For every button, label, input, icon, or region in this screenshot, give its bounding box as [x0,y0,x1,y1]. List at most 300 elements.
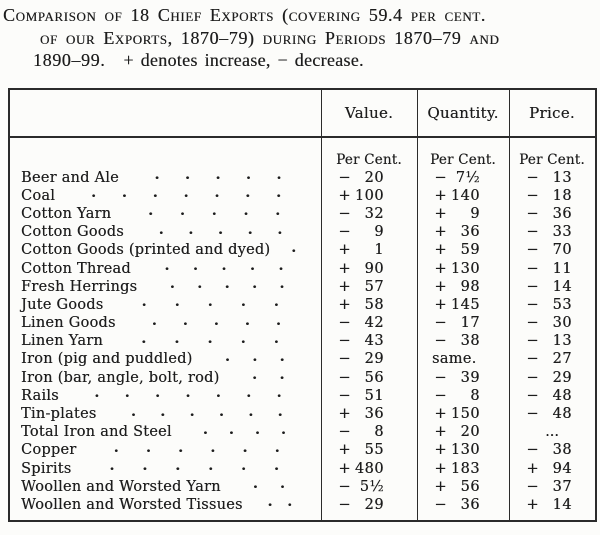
value-cell [321,350,417,368]
dot-leader [103,295,321,311]
leader-dot: . [175,459,181,475]
price-cell-text: ... [545,424,559,441]
price-cell [509,187,595,205]
value-cell [321,223,417,241]
quantity-cell [417,405,509,423]
leader-dot: . [240,295,246,311]
value-cell [321,296,417,314]
leader-dot: . [91,186,96,202]
leader-dot: . [215,168,221,184]
dot-leader [76,441,321,456]
title-line-1: Comparison of 18 Chief Exports (covering 59.4 per cent. [3,5,486,25]
quantity-cell [417,369,509,387]
row-label: Beer and Ale [21,169,119,186]
price-cell-number: 37 [552,478,572,495]
quantity-cell-sign: + [434,296,447,313]
leader-dot: . [154,168,160,184]
price-cell-number: 14 [552,278,572,295]
value-cell [321,460,417,478]
leader-dot: . [280,423,286,438]
value-cell-sign: − [338,351,351,368]
value-cell-number: 55 [364,442,384,459]
leader-dot: . [141,332,147,347]
price-cell [509,460,595,478]
leader-dot: . [192,259,198,275]
value-cell-sign: + [338,260,351,277]
leader-dot: . [207,332,213,347]
price-cell-sign: − [526,406,539,423]
row-label-cell [10,441,321,459]
price-cell-number: 29 [552,369,572,386]
leader-dot: . [218,404,224,420]
quantity-cell-sign: + [434,205,447,222]
price-cell [509,441,595,459]
quantity-cell [417,223,509,241]
dot-leader [137,277,321,293]
row-label: Cotton Goods [21,224,124,241]
row-label: Jute Goods [21,296,104,313]
row-label-cell [10,259,321,277]
dot-leader [119,168,321,184]
quantity-cell [417,296,509,314]
column-separator-2 [417,90,418,520]
dot-leader [131,259,321,275]
price-cell-number: 48 [552,387,572,404]
column-header-price: Price. [529,103,575,122]
quantity-cell-number: 145 [450,296,480,313]
value-cell [321,478,417,496]
quantity-cell-number: 56 [460,478,480,495]
leader-dot: . [245,186,251,202]
quantity-cell [417,387,509,405]
leader-dot: . [274,459,279,475]
value-cell-sign: − [338,478,351,495]
leader-dot: . [188,223,194,238]
column-separator-3 [509,90,510,520]
row-label-cell [10,423,321,441]
quantity-cell [417,478,509,496]
leader-dot: . [273,332,279,347]
quantity-cell-sign: − [434,369,447,386]
value-cell [321,423,417,441]
leader-dot: . [113,441,119,456]
table-row [10,478,595,496]
value-cell [321,441,417,459]
price-cell-number: 38 [552,442,572,459]
dot-leader [219,368,321,384]
row-label-cell [10,350,321,368]
quantity-cell [417,205,509,223]
quantity-cell [417,496,509,514]
price-cell-number: 36 [552,205,572,222]
leader-dot: . [130,404,136,420]
value-cell-sign: + [338,460,351,477]
quantity-cell-sign: − [434,169,447,186]
leader-dot: . [240,332,246,347]
leader-dot: . [152,186,158,202]
value-cell [321,387,417,405]
subheader-empty-cell [10,138,321,169]
quantity-cell-sign: + [434,278,447,295]
price-cell-number: 13 [552,169,572,186]
quantity-cell-sign: + [434,478,447,495]
price-cell-sign: + [526,460,539,477]
dot-leader [243,495,321,511]
price-cell [509,496,595,514]
row-label-cell [10,478,321,496]
column-separator-1 [321,90,322,520]
value-cell-number: 42 [364,315,384,332]
price-cell [509,387,595,405]
quantity-cell-sign: + [434,242,447,259]
value-cell-sign: − [338,333,351,350]
quantity-cell [417,423,509,441]
value-cell-number: 9 [374,224,384,241]
leader-dot: . [169,277,175,293]
price-cell [509,369,595,387]
quantity-cell-sign: + [434,424,447,441]
value-cell-sign: + [338,442,351,459]
row-label-cell [10,223,321,241]
value-cell-sign: + [338,278,351,295]
leader-dot: . [158,223,164,238]
value-cell [321,405,417,423]
leader-dot: . [141,295,147,311]
leader-dot: . [214,186,220,202]
leader-dot: . [189,404,195,420]
leader-dot: . [247,223,253,238]
price-cell-number: 30 [552,315,572,332]
value-cell-number: 1 [374,242,384,259]
leader-dot: . [276,386,282,402]
value-cell-sign: − [338,205,351,222]
leader-dot: . [183,186,189,202]
quantity-cell-sign: − [434,315,447,332]
quantity-cell-text: same. [432,351,477,368]
price-cell-sign: − [526,260,539,277]
leader-dot: . [278,259,284,275]
quantity-cell-number: 130 [450,260,480,277]
quantity-cell-sign: − [434,387,447,404]
dot-leader [172,423,321,438]
price-cell-number: 94 [552,460,572,477]
value-cell-sign: − [338,169,351,186]
price-cell-sign: − [526,478,539,495]
dot-leader [116,314,321,329]
quantity-cell-number: 36 [460,224,480,241]
dot-leader [221,477,321,493]
value-cell-number: 29 [364,496,384,513]
leader-dot: . [244,314,250,329]
price-cell [509,478,595,496]
quantity-cell-number: 98 [460,278,480,295]
table-row [10,296,595,314]
leader-dot: . [208,459,214,475]
price-cell [509,314,595,332]
price-cell [509,296,595,314]
quantity-cell-number: 36 [460,496,480,513]
title-line-2: of our Exports, 1870–79) during Periods 1870–79 and [40,27,500,48]
leader-dot: . [124,386,130,402]
leader-dot: . [279,477,285,493]
table-row [10,278,595,296]
value-cell [321,187,417,205]
quantity-cell-sign: + [434,187,447,204]
table-row [10,423,595,441]
leader-dot: . [291,241,297,256]
header-empty-cell [10,90,321,136]
value-cell-number: 29 [364,351,384,368]
leader-dot: . [224,277,230,293]
leader-dot: . [275,314,281,329]
value-cell-sign: − [338,496,351,513]
value-cell-sign: + [338,242,351,259]
row-label-cell [10,369,321,387]
quantity-cell-sign: − [434,333,447,350]
price-cell-sign: − [526,187,539,204]
leader-dot: . [207,295,213,311]
quantity-cell [417,314,509,332]
quantity-cell-number: 150 [450,406,480,423]
leader-dot: . [182,314,188,329]
price-cell-number: 48 [552,406,572,423]
subheader-quantity-percent: Per Cent. [430,151,496,168]
leader-dot: . [246,168,251,184]
leader-dot: . [252,277,257,293]
leader-dot: . [148,204,154,220]
value-cell-number: 480 [354,460,384,477]
leader-dot: . [252,350,258,365]
leader-dot: . [273,295,279,311]
leader-dot: . [246,386,252,402]
title-period-range: 1890–99. [33,50,106,70]
row-label-cell [10,241,321,259]
leader-dot: . [242,441,248,456]
price-cell [509,241,595,259]
quantity-cell-number: 7½ [455,169,480,186]
row-label-cell [10,387,321,405]
table-row [10,332,595,350]
quantity-cell-number: 130 [450,442,480,459]
price-cell-number: 11 [552,260,572,277]
dot-leader [55,186,321,202]
leader-dot: . [277,404,283,420]
price-cell [509,350,595,368]
dot-leader [124,223,321,238]
table-row [10,169,595,187]
table-subheader-row [10,138,595,169]
subheader-price-percent: Per Cent. [519,151,585,168]
row-label: Copper [21,442,77,459]
quantity-cell-sign: + [434,224,447,241]
value-cell-sign: − [338,387,351,404]
price-cell-number: 18 [552,187,572,204]
leader-dot: . [185,168,190,184]
quantity-cell-number: 39 [460,369,480,386]
row-label-cell [10,169,321,187]
value-cell-number: 51 [364,387,384,404]
leader-dot: . [279,277,285,293]
leader-dot: . [249,259,255,275]
table-row [10,350,595,368]
price-cell [509,169,595,187]
row-label: Rails [21,387,59,404]
quantity-cell-number: 8 [470,387,480,404]
table-body [10,169,595,515]
price-cell-sign: − [526,351,539,368]
column-header-quantity: Quantity. [427,103,499,122]
row-label: Coal [21,187,56,204]
price-cell-sign: − [526,333,539,350]
quantity-cell [417,169,509,187]
value-cell [321,496,417,514]
row-label: Total Iron and Steel [21,424,172,441]
value-cell [321,314,417,332]
leader-dot: . [276,168,282,184]
price-cell-number: 13 [552,333,572,350]
value-cell-number: 100 [354,187,384,204]
value-cell-sign: + [338,406,351,423]
leader-dot: . [241,459,246,475]
leader-dot: . [252,368,257,384]
leader-dot: . [279,368,285,384]
quantity-cell [417,441,509,459]
price-cell-number: 70 [552,242,572,259]
quantity-cell [417,460,509,478]
quantity-cell [417,187,509,205]
value-cell [321,332,417,350]
leader-dot: . [218,223,223,238]
quantity-cell [417,278,509,296]
leader-dot: . [277,223,283,238]
value-cell-sign: − [338,424,351,441]
value-cell-number: 5½ [359,478,384,495]
value-cell-number: 56 [364,369,384,386]
title-legend-note: + denotes increase, − decrease. [123,50,364,70]
price-cell-sign: − [526,169,539,186]
row-label: Iron (pig and puddled) [21,351,193,368]
value-cell-number: 8 [374,424,384,441]
price-cell-sign: − [526,242,539,259]
quantity-cell-sign: + [434,260,447,277]
table-row [10,187,595,205]
price-cell-number: 53 [552,296,572,313]
dot-leader [59,386,321,402]
price-cell-number: 27 [552,351,572,368]
price-cell-sign: − [526,278,539,295]
value-cell-sign: − [338,224,351,241]
dot-leader [103,332,321,347]
value-cell [321,259,417,277]
value-cell-number: 57 [364,278,384,295]
leader-dot: . [254,423,260,438]
leader-dot: . [185,386,191,402]
leader-dot: . [155,386,160,402]
value-cell-number: 20 [364,169,384,186]
value-cell [321,169,417,187]
leader-dot: . [202,423,208,438]
price-cell-number: 33 [552,224,572,241]
row-label: Linen Goods [21,315,116,332]
leader-dot: . [267,495,273,511]
leader-dot: . [213,314,219,329]
leader-dot: . [243,204,249,220]
row-label: Cotton Goods (printed and dyed) [21,242,271,259]
leader-dot: . [276,186,282,202]
leader-dot: . [142,459,148,475]
table-row [10,460,595,478]
table-row [10,241,595,259]
leader-dot: . [287,495,293,511]
price-cell-sign: − [526,387,539,404]
row-label: Cotton Thread [21,260,131,277]
value-cell-number: 36 [364,406,384,423]
value-cell-sign: + [338,296,351,313]
leader-dot: . [279,350,285,365]
leader-dot: . [274,441,280,456]
dot-leader [270,241,321,256]
table-row [10,405,595,423]
price-cell-sign: − [526,442,539,459]
value-cell-sign: − [338,369,351,386]
dot-leader [111,204,321,220]
dot-leader [193,350,321,365]
title-line-3 [0,49,600,72]
row-label: Cotton Yarn [21,205,112,222]
price-cell [509,205,595,223]
value-cell [321,278,417,296]
row-label-cell [10,314,321,332]
value-cell-number: 58 [364,296,384,313]
table-header-row [10,90,595,138]
row-label: Tin-plates [21,406,97,423]
leader-dot: . [228,423,234,438]
quantity-cell-number: 9 [470,205,480,222]
row-label: Woollen and Worsted Yarn [21,478,221,495]
leader-dot: . [197,277,203,293]
leader-dot: . [210,441,216,456]
table-row [10,387,595,405]
table-row [10,441,595,459]
value-cell-number: 32 [364,205,384,222]
value-cell [321,241,417,259]
leader-dot: . [221,259,227,275]
quantity-cell-number: 140 [450,187,480,204]
row-label: Spirits [21,460,72,477]
price-cell [509,405,595,423]
quantity-cell [417,241,509,259]
row-label: Woollen and Worsted Tissues [21,496,243,513]
leader-dot: . [94,386,100,402]
dot-leader [71,459,321,475]
row-label: Fresh Herrings [21,278,138,295]
table-row [10,369,595,387]
quantity-cell [417,350,509,368]
price-cell-sign: − [526,224,539,241]
leader-dot: . [174,295,180,311]
quantity-cell-number: 59 [460,242,480,259]
subheader-value-percent: Per Cent. [336,151,402,168]
price-cell-number: 14 [552,496,572,513]
price-cell [509,423,595,441]
price-cell [509,332,595,350]
table-row [10,496,595,514]
quantity-cell-number: 183 [450,460,480,477]
price-cell-sign: − [526,205,539,222]
leader-dot: . [248,404,254,420]
value-cell-sign: + [338,187,351,204]
price-cell-sign: + [526,496,539,513]
